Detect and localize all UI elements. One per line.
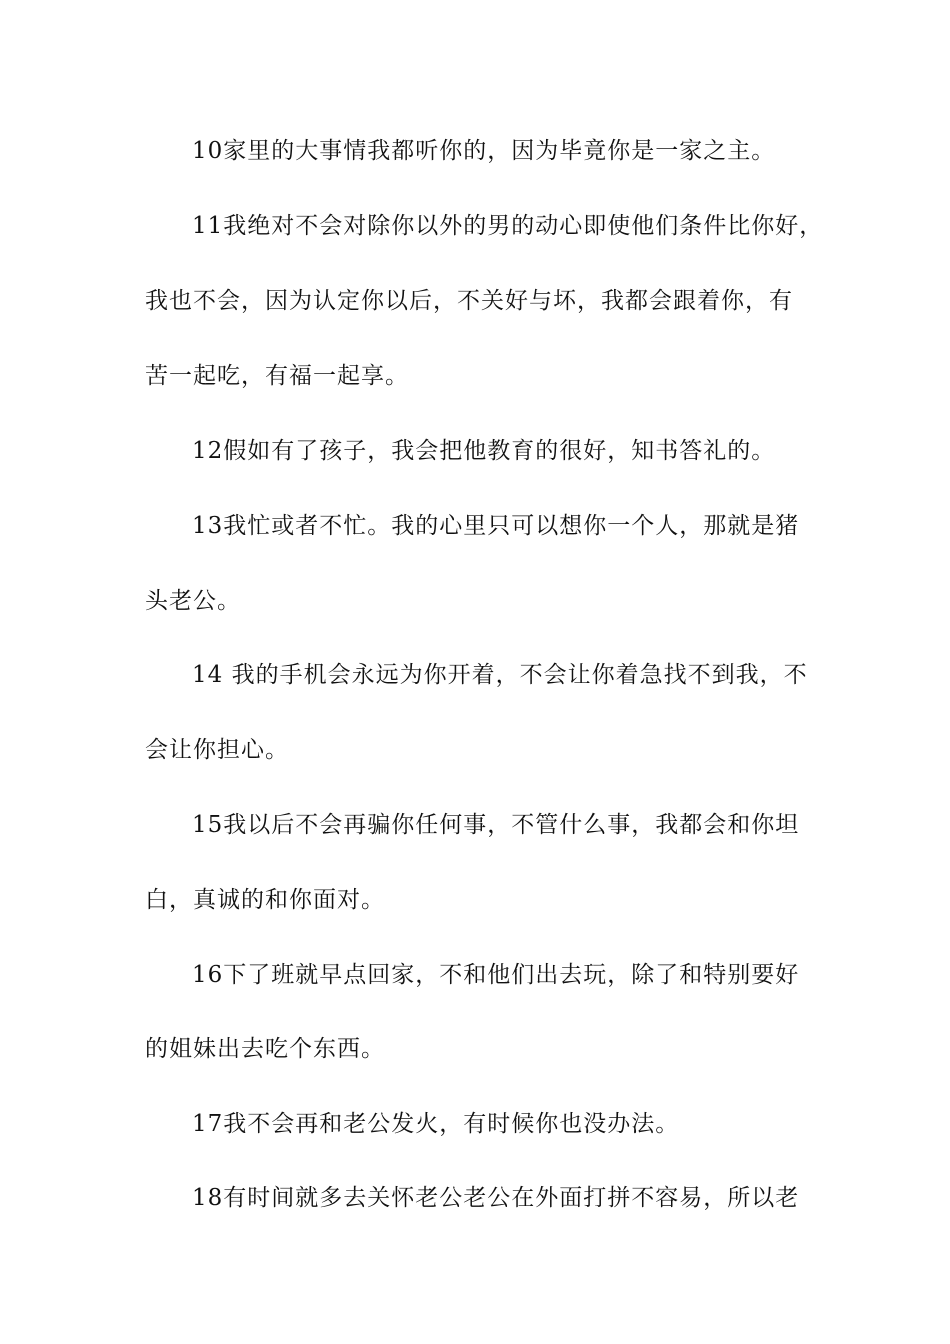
paragraph-17-line-1: 17我不会再和老公发火，有时候你也没办法。 [192,1111,680,1137]
paragraph-13-line-1: 13我忙或者不忙。我的心里只可以想你一个人，那就是猪 [192,513,800,539]
paragraph-18-line-1: 18有时间就多去关怀老公老公在外面打拼不容易，所以老 [192,1185,800,1211]
paragraph-10-line-1: 10家里的大事情我都听你的，因为毕竟你是一家之主。 [192,138,776,164]
paragraph-15-line-1: 15我以后不会再骗你任何事，不管什么事，我都会和你坦 [192,812,800,838]
paragraph-12-line-1: 12假如有了孩子，我会把他教育的很好，知书答礼的。 [192,438,776,464]
paragraph-11-line-2: 我也不会，因为认定你以后，不关好与坏，我都会跟着你，有 [145,288,793,314]
paragraph-14-line-1: 14 我的手机会永远为你开着，不会让你着急找不到我，不 [192,662,808,688]
paragraph-15-line-2: 白，真诚的和你面对。 [145,887,385,913]
paragraph-13-line-2: 头老公。 [145,588,241,614]
paragraph-16-line-1: 16下了班就早点回家，不和他们出去玩，除了和特别要好 [192,962,800,988]
paragraph-14-line-2: 会让你担心。 [145,737,289,763]
paragraph-16-line-2: 的姐妹出去吃个东西。 [145,1036,385,1062]
paragraph-11-line-3: 苦一起吃，有福一起享。 [145,363,409,389]
paragraph-11-line-1: 11我绝对不会对除你以外的男的动心即使他们条件比你好， [192,213,824,239]
